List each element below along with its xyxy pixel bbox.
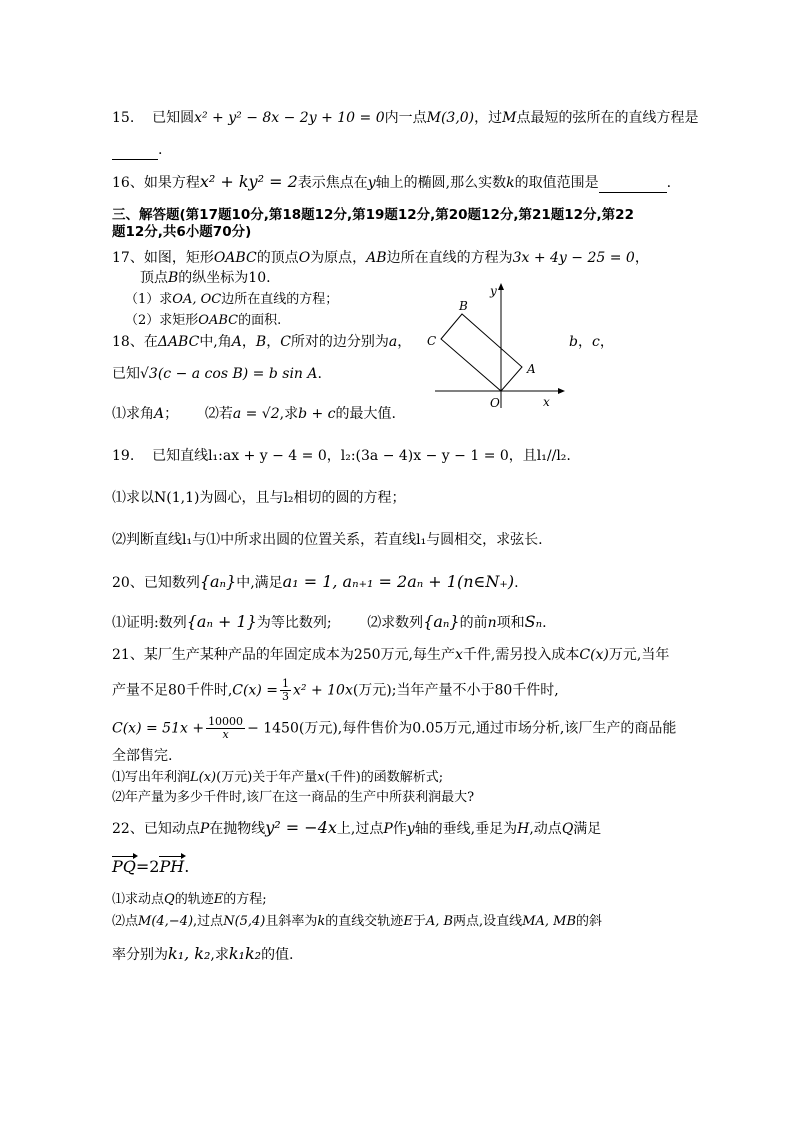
q19-line1 <box>112 446 571 466</box>
text: 的方程; <box>223 892 267 907</box>
label-a: A <box>527 362 536 376</box>
text: ； <box>164 406 179 422</box>
var: E <box>403 914 413 929</box>
text: . <box>266 270 271 286</box>
q19-part1 <box>112 488 406 508</box>
q18-line1 <box>112 332 411 352</box>
text: 表示焦点在 <box>297 175 368 191</box>
fraction-den: 3 <box>281 690 289 703</box>
text: 22、已知动点 <box>112 821 200 837</box>
text: 轴的垂线,垂足为 <box>414 821 518 837</box>
q20-parts <box>112 612 547 633</box>
var: Q <box>164 892 175 907</box>
text: （2）求矩形 <box>125 313 199 328</box>
q22-part3 <box>112 944 294 965</box>
q20-line1 <box>112 572 519 593</box>
text: . <box>514 575 519 591</box>
text: 为等比数列; <box>256 615 332 631</box>
text: 顶点 <box>140 270 168 286</box>
text: ⑴证明:数列 <box>112 615 187 631</box>
equation: √3(c − a cos B) = b sin A <box>140 366 318 382</box>
var: b <box>569 334 578 350</box>
fraction-one-third <box>280 678 291 703</box>
text: 已知直线 <box>152 448 209 464</box>
q21-line4 <box>112 746 172 766</box>
q22-line2 <box>112 856 189 877</box>
text: 在抛物线 <box>209 821 266 837</box>
value: 10 <box>248 270 267 286</box>
text: 万元,当年 <box>608 647 670 663</box>
text: ，且 <box>508 448 537 464</box>
var: OABC <box>213 250 257 266</box>
section-heading-line2: 题12分,共6小题70分) <box>112 224 252 240</box>
text: 的值. <box>261 947 294 963</box>
var: Q <box>561 821 574 837</box>
text: 为圆心，且与 <box>199 490 284 506</box>
label-y: y <box>490 284 497 298</box>
var: A <box>231 334 242 350</box>
parabola-equation: y² = −4x <box>265 818 337 837</box>
q15-answer-line <box>112 140 162 160</box>
q21-line1 <box>112 645 669 665</box>
text: 全部售完. <box>112 748 173 764</box>
var: x <box>455 647 463 663</box>
var: c <box>591 334 600 350</box>
section-heading-line1: 三、解答题(第17题10分,第18题12分,第19题12分,第20题12分,第21题12分,第22 <box>112 207 634 223</box>
text: ,动点 <box>529 821 562 837</box>
text: 产量不足80千件时, <box>112 682 233 699</box>
q19-part2 <box>112 530 543 550</box>
equation: a = √2 <box>232 406 280 422</box>
text: (万元);当年产量不小于80千件时, <box>352 682 559 699</box>
text: 点最短的弦所在的直线方程是 <box>516 110 699 126</box>
point-m: M(3,0) <box>426 110 475 126</box>
text: 的直线交轨迹 <box>325 914 404 929</box>
var: C(x) <box>579 647 609 663</box>
parallel: l₁//l₂ <box>536 448 567 464</box>
text: 上,过点 <box>336 821 384 837</box>
var: E <box>213 892 224 907</box>
text: 与⑴中所求出圆的位置关系，若直线 <box>192 532 417 548</box>
point: N(5,4) <box>223 914 266 929</box>
text: 18、在 <box>112 334 158 350</box>
point: N(1,1) <box>154 490 200 506</box>
expr: − 1450 <box>247 720 299 737</box>
rectangle-figure <box>415 283 565 413</box>
q22-part1 <box>112 890 267 910</box>
fraction-10000-x <box>206 716 245 741</box>
sequence: {aₙ + 1} <box>186 612 257 631</box>
q21-line2 <box>112 678 559 703</box>
text: 已知 <box>112 366 140 382</box>
text: (千件)的函数解析式; <box>324 770 444 785</box>
text: 边所在直线的方程； <box>221 292 339 307</box>
fraction-num: 10000 <box>208 715 244 728</box>
text: 已知圆 <box>152 110 195 126</box>
text: ⑵年产量为多少千件时,该厂在这一商品的生产中所获利润最大? <box>112 790 475 805</box>
label-b: B <box>459 299 468 313</box>
var: C(x) = <box>232 682 278 699</box>
text: 边所在直线的方程为 <box>386 250 513 266</box>
var: AB <box>366 250 387 266</box>
text: 的取值范围是 <box>514 175 599 191</box>
var: k <box>506 175 515 191</box>
answer-blank[interactable] <box>599 178 667 193</box>
vector-ph: PH <box>159 857 185 876</box>
var: k₁k₂ <box>228 944 262 963</box>
text: ,求 <box>279 406 299 422</box>
text: ， <box>599 334 614 350</box>
q18-line2 <box>112 364 322 384</box>
text: 相切的圆的方程； <box>293 490 406 506</box>
text: =2 <box>135 857 160 876</box>
text: ⑵判断直线 <box>112 532 182 548</box>
text: ， <box>326 448 341 464</box>
q22-part2 <box>112 912 602 932</box>
var: b + c <box>298 406 336 422</box>
line-equation: 3x + 4y − 25 = 0 <box>512 250 635 266</box>
text: 千件,需另投入成本 <box>462 647 580 663</box>
text: 17、如图，矩形 <box>112 250 214 266</box>
text: 为原点， <box>310 250 367 266</box>
text: 中,满足 <box>236 575 283 591</box>
text: ， <box>577 334 592 350</box>
label-x: x <box>543 395 550 409</box>
text: 作 <box>392 821 407 837</box>
var: OA, OC <box>172 292 222 307</box>
recurrence: a₁ = 1, aₙ₊₁ = 2aₙ + 1(n∈N₊) <box>282 572 515 591</box>
q22-line1 <box>112 818 601 839</box>
var: l₂ <box>283 490 294 506</box>
text: ， <box>241 334 256 350</box>
var: n <box>487 615 497 631</box>
text: ， <box>397 334 412 350</box>
text: 如果方程 <box>143 175 200 191</box>
var: L(x) <box>190 770 217 785</box>
var: O <box>298 250 311 266</box>
text: 的前 <box>459 615 488 631</box>
var: M <box>502 110 517 126</box>
var: B <box>255 334 267 350</box>
text: 所对的边分别为 <box>290 334 389 350</box>
text: ，过 <box>474 110 503 126</box>
text: 的纵坐标为 <box>178 270 249 286</box>
q18-line1-right <box>569 332 614 352</box>
text: 满足 <box>573 821 602 837</box>
answer-blank[interactable] <box>112 145 158 160</box>
text: . <box>566 448 571 464</box>
q21-line3 <box>112 716 676 741</box>
label-c: C <box>427 334 437 348</box>
text: 的轨迹 <box>174 892 214 907</box>
text: ⑵若 <box>204 406 233 422</box>
var: y <box>406 821 415 837</box>
question-number: 15. <box>112 110 135 126</box>
text: . <box>184 857 190 876</box>
text: . <box>666 175 672 191</box>
line-l1: l₁:ax + y − 4 = 0 <box>208 448 327 464</box>
text: 21、某厂生产某种产品的年固定成本为250万元,每生产 <box>112 647 455 663</box>
point: M(4,−4) <box>138 914 194 929</box>
sequence: {aₙ} <box>423 612 460 631</box>
text: 的面积. <box>238 313 282 328</box>
text: 轴上的椭圆,那么实数 <box>375 175 507 191</box>
text: . <box>542 615 547 631</box>
var: C <box>280 334 291 350</box>
text: ⑴求以 <box>112 490 154 506</box>
label-o: O <box>490 396 500 410</box>
q17-part1 <box>125 290 338 310</box>
var: P <box>383 821 393 837</box>
var: H <box>517 821 530 837</box>
text: ,过点 <box>193 914 224 929</box>
fraction-den: x <box>222 728 229 741</box>
q17-part2 <box>125 311 281 331</box>
var: k <box>317 914 326 929</box>
sequence: {aₙ} <box>199 572 237 591</box>
var: P <box>199 821 210 837</box>
text: 且斜率为 <box>265 914 318 929</box>
text: 的最大值. <box>335 406 396 422</box>
text: 与圆相交，求弦长. <box>426 532 543 548</box>
text: 于 <box>412 914 426 929</box>
var: y <box>367 175 376 191</box>
text: ⑵求数列 <box>367 615 424 631</box>
var: l₁ <box>182 532 193 548</box>
circle-equation: x² + y² − 8x − 2y + 10 = 0 <box>194 110 385 126</box>
section-heading-2 <box>112 222 251 242</box>
question-number: 16、 <box>112 175 144 191</box>
q17-line1 <box>112 248 649 268</box>
text: 率分别为 <box>112 947 168 963</box>
text: ⑴求动点 <box>112 892 165 907</box>
q17-line2 <box>140 268 271 288</box>
text: ， <box>266 334 281 350</box>
q18-parts <box>112 404 396 424</box>
var: ΔABC <box>157 334 200 350</box>
var: A, B <box>425 914 454 929</box>
vector-pq: PQ <box>112 857 136 876</box>
text: （1）求 <box>125 292 173 307</box>
var: B <box>168 270 179 286</box>
text: 20、已知数列 <box>112 575 200 591</box>
var: k₁, k₂ <box>168 944 211 963</box>
var: x <box>317 770 325 785</box>
expr: x² + 10x <box>292 682 353 699</box>
text: . <box>158 142 163 158</box>
text: 内一点 <box>384 110 427 126</box>
rectangle-oabc <box>441 314 522 391</box>
text: ,求 <box>210 947 229 963</box>
fraction-num: 1 <box>281 677 289 690</box>
text: 项和 <box>496 615 525 631</box>
line-l2: l₂:(3a − 4)x − y − 1 = 0 <box>340 448 509 464</box>
equation: x² + ky² = 2 <box>199 172 298 191</box>
y-axis-arrow <box>498 283 504 290</box>
q15-line <box>112 108 698 128</box>
text: ⑴写出年利润 <box>112 770 191 785</box>
var: MA, MB <box>522 914 577 929</box>
var: l₁ <box>416 532 427 548</box>
var: a <box>388 334 398 350</box>
q21-part2 <box>112 788 474 808</box>
text: ⑴求角 <box>112 406 154 422</box>
text: 中,角 <box>199 334 232 350</box>
question-number: 19. <box>112 448 135 464</box>
text: 两点,设直线 <box>453 914 523 929</box>
var: C(x) = 51x + <box>112 720 205 737</box>
q21-part1 <box>112 768 443 788</box>
var: OABC <box>198 313 239 328</box>
text: 的斜 <box>576 914 603 929</box>
text: ， <box>634 250 649 266</box>
text: . <box>317 366 322 382</box>
var: A <box>154 406 165 422</box>
text: (万元)关于年产量 <box>216 770 318 785</box>
text: 的顶点 <box>256 250 299 266</box>
text: ⑵点 <box>112 914 139 929</box>
x-axis-arrow <box>558 388 565 394</box>
text: (万元),每件售价为0.05万元,通过市场分析,该厂生产的商品能 <box>298 720 677 737</box>
var: Sₙ <box>524 612 543 631</box>
q16-line <box>112 172 671 193</box>
